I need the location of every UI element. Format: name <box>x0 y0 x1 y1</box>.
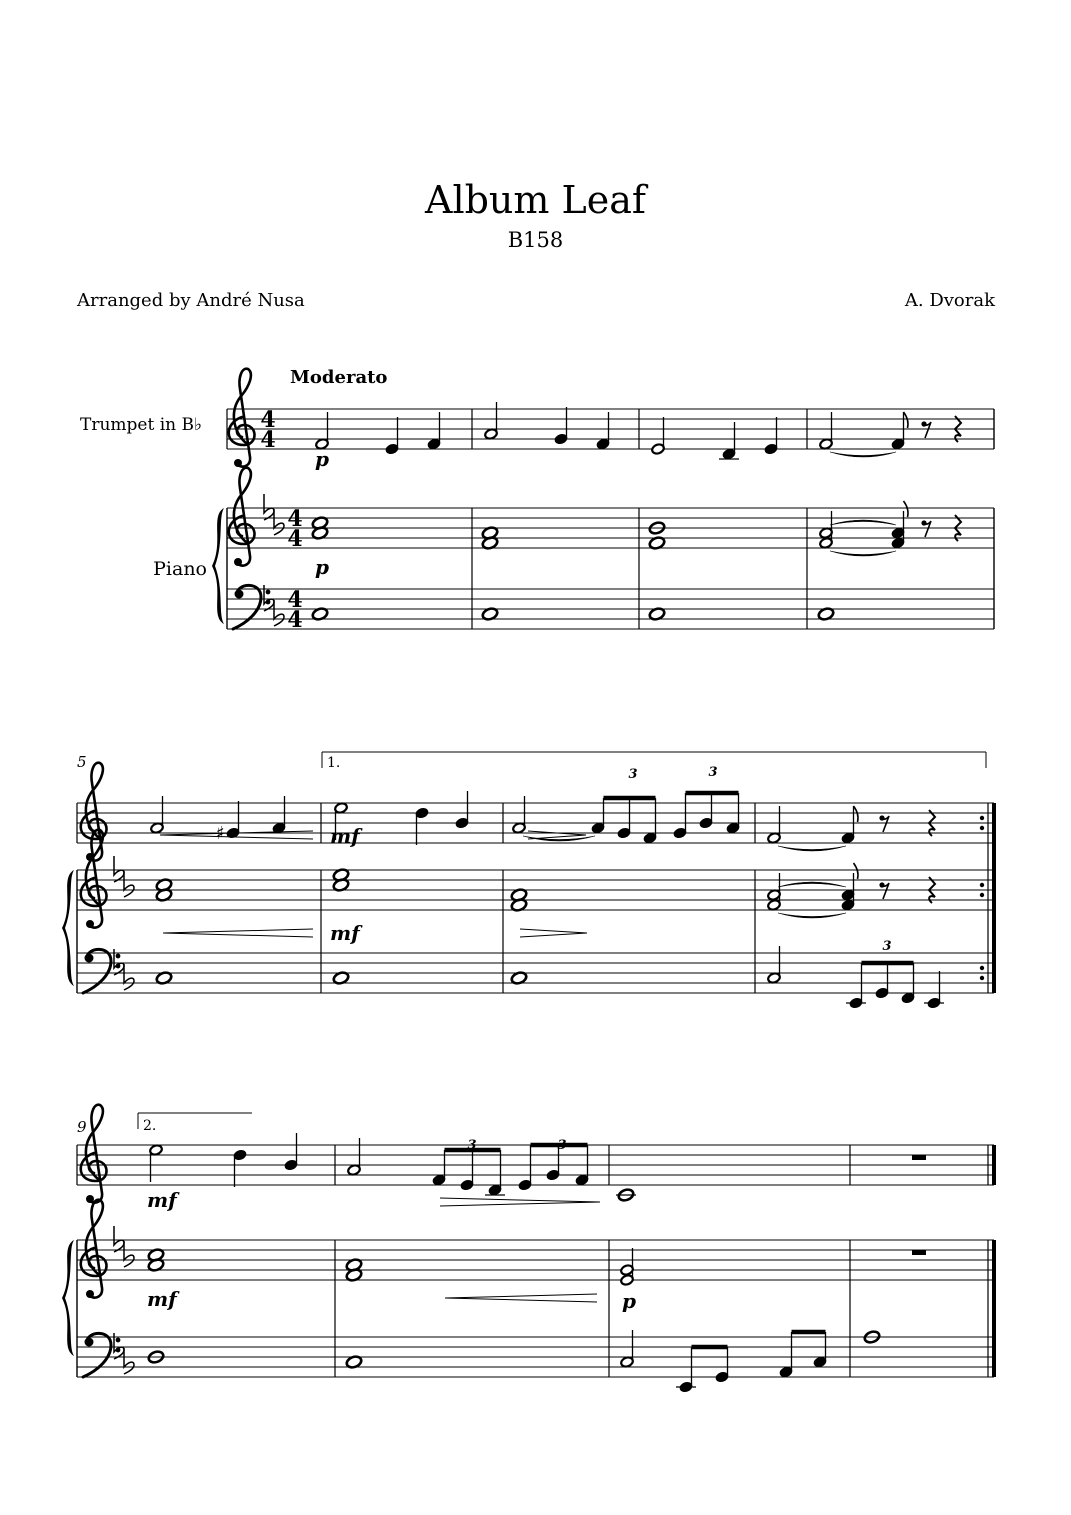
treble-clef-icon <box>81 763 107 861</box>
flat-key-signature <box>274 509 284 535</box>
time-signature-denominator: 4 <box>287 607 303 633</box>
instrument-name-piano: Piano <box>153 558 207 580</box>
flat-key-signature <box>274 600 284 626</box>
crescendo-hairpin <box>445 1294 597 1298</box>
dynamic-piano: p <box>315 555 329 579</box>
time-signature-numerator: 4 <box>287 587 303 613</box>
piano-brace <box>62 1240 74 1356</box>
whole-rest <box>912 1250 926 1255</box>
repeat-dot <box>980 966 984 970</box>
volta-1-label: 1. <box>327 755 341 771</box>
score-title: Album Leaf <box>425 178 646 222</box>
tie <box>830 452 896 457</box>
dynamic-piano: p <box>315 447 329 471</box>
tuplet-number: 3 <box>708 765 718 780</box>
crescendo-hairpin <box>163 929 313 933</box>
crescendo-hairpin <box>445 1298 597 1302</box>
arranger-credit: Arranged by André Nusa <box>77 290 305 311</box>
note-flag <box>854 863 859 879</box>
repeat-dot <box>980 826 984 830</box>
bass-clef-icon <box>233 585 270 629</box>
decrescendo-hairpin <box>440 1198 600 1202</box>
measure-number: 9 <box>77 1118 87 1136</box>
flat-key-signature <box>124 1241 134 1267</box>
flat-key-signature <box>114 1226 124 1252</box>
dynamic-mezzo_forte: mf <box>147 1188 177 1212</box>
eighth-rest <box>879 882 889 899</box>
dynamic-mezzo_forte: mf <box>330 921 360 945</box>
tuplet-number: 3 <box>882 939 892 954</box>
treble-clef-icon <box>229 468 255 566</box>
repeat-dot <box>980 893 984 897</box>
volta-2-label: 2. <box>143 1118 157 1134</box>
decrescendo-hairpin <box>440 1202 600 1206</box>
tie <box>830 551 896 556</box>
tie <box>778 882 846 887</box>
eighth-rest <box>921 520 931 537</box>
piano-brace <box>212 508 224 624</box>
treble-clef-icon <box>229 369 255 467</box>
time-signature-denominator: 4 <box>287 526 303 552</box>
treble-clef-icon <box>81 1200 107 1298</box>
composer-credit: A. Dvorak <box>904 290 995 311</box>
repeat-dot <box>980 816 984 820</box>
whole-rest <box>912 1155 926 1160</box>
tuplet-number: 3 <box>467 1138 477 1153</box>
tie <box>830 520 896 525</box>
flat-key-signature <box>124 871 134 897</box>
note-flag <box>904 412 909 428</box>
bass-clef-icon <box>83 1333 120 1377</box>
tie <box>778 846 846 851</box>
crescendo-hairpin <box>163 933 313 937</box>
eighth-rest <box>879 815 889 832</box>
time-signature-denominator: 4 <box>260 427 276 453</box>
tempo-marking: Moderato <box>290 367 388 388</box>
bass-clef-icon <box>83 949 120 993</box>
dynamic-mezzo_forte: mf <box>330 824 360 848</box>
flat-key-signature <box>124 1348 134 1374</box>
dynamic-piano: p <box>622 1289 636 1313</box>
tuplet-number: 3 <box>628 767 638 782</box>
decrescendo-hairpin <box>520 933 587 937</box>
instrument-name-trumpet: Trumpet in B♭ <box>79 415 202 435</box>
note-flag <box>904 501 909 517</box>
eighth-rest <box>921 421 931 438</box>
flat-key-signature <box>264 494 274 520</box>
repeat-dot <box>980 883 984 887</box>
time-signature-numerator: 4 <box>287 506 303 532</box>
piano-brace <box>62 870 74 986</box>
tie <box>778 913 846 918</box>
dynamic-mezzo_forte: mf <box>147 1287 177 1311</box>
flat-key-signature <box>124 964 134 990</box>
tuplet-number: 3 <box>557 1138 567 1153</box>
treble-clef-icon <box>81 830 107 928</box>
measure-number: 5 <box>77 753 87 771</box>
time-signature-numerator: 4 <box>260 407 276 433</box>
note-flag <box>854 806 859 822</box>
decrescendo-hairpin <box>520 929 587 933</box>
score-subtitle: B158 <box>507 228 564 252</box>
flat-key-signature <box>114 856 124 882</box>
repeat-dot <box>980 976 984 980</box>
